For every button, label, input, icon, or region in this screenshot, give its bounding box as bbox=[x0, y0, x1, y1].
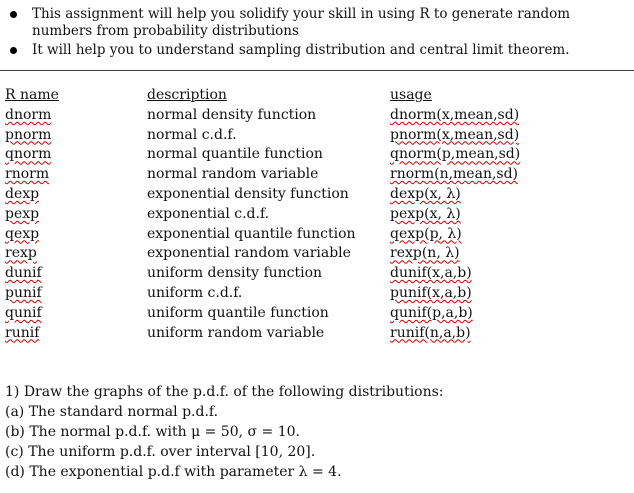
bullet-2-line-1: It will help you to understand sampling distribution and central limit theorem. bbox=[32, 42, 570, 58]
r-function-table-body bbox=[5, 86, 630, 343]
cell-rname: pnorm bbox=[5, 126, 52, 143]
table-row bbox=[5, 264, 630, 284]
cell-rname: pexp bbox=[5, 205, 40, 222]
header-description: description bbox=[147, 87, 227, 103]
bullet-1-line-1: This assignment will help you solidify your skill in using R to generate random bbox=[32, 6, 571, 22]
cell-usage: rnorm(n,mean,sd) bbox=[390, 166, 519, 183]
table-row bbox=[5, 304, 630, 324]
cell-description: exponential quantile function bbox=[147, 225, 356, 242]
table-row bbox=[5, 225, 630, 245]
cell-usage: dunif(x,a,b) bbox=[390, 265, 472, 282]
cell-description: normal random variable bbox=[147, 166, 319, 183]
cell-usage: qunif(p,a,b) bbox=[390, 304, 473, 321]
cell-description: uniform density function bbox=[147, 265, 323, 282]
cell-description: normal c.d.f. bbox=[147, 126, 237, 143]
cell-rname: qnorm bbox=[5, 146, 52, 163]
cell-rname: rexp bbox=[5, 245, 37, 262]
table-row bbox=[5, 284, 630, 304]
cell-usage: pnorm(x,mean,sd) bbox=[390, 126, 520, 143]
cell-usage: runif(n,a,b) bbox=[390, 324, 471, 341]
question-item-d: (d) The exponential p.d.f with parameter λ = 4. bbox=[5, 464, 342, 480]
table-row bbox=[5, 165, 630, 185]
intro-bullets bbox=[6, 6, 630, 61]
bullet-item-2 bbox=[6, 42, 630, 59]
header-usage: usage bbox=[390, 87, 432, 103]
table-row bbox=[5, 244, 630, 264]
question-item-b: (b) The normal p.d.f. with μ = 50, σ = 10. bbox=[5, 424, 300, 440]
cell-description: normal density function bbox=[147, 106, 317, 123]
cell-rname: rnorm bbox=[5, 166, 50, 183]
bullet-dot-icon bbox=[10, 11, 17, 18]
cell-description: exponential density function bbox=[147, 185, 349, 202]
table-row bbox=[5, 324, 630, 344]
question-item-a: (a) The standard normal p.d.f. bbox=[5, 404, 219, 420]
cell-usage: qnorm(p,mean,sd) bbox=[390, 146, 521, 163]
table-header-row bbox=[5, 86, 630, 106]
cell-description: uniform random variable bbox=[147, 324, 325, 341]
question-block bbox=[5, 382, 444, 482]
header-rname: R name bbox=[5, 87, 59, 103]
cell-usage: dnorm(x,mean,sd) bbox=[390, 106, 520, 123]
cell-usage: dexp(x, λ) bbox=[390, 185, 461, 202]
cell-usage: qexp(p, λ) bbox=[390, 225, 462, 242]
horizontal-divider bbox=[0, 70, 634, 71]
cell-rname: qunif bbox=[5, 304, 42, 321]
cell-rname: dunif bbox=[5, 265, 42, 282]
table-row bbox=[5, 106, 630, 126]
cell-rname: punif bbox=[5, 284, 42, 301]
cell-rname: qexp bbox=[5, 225, 40, 242]
cell-usage: punif(x,a,b) bbox=[390, 284, 472, 301]
cell-description: normal quantile function bbox=[147, 146, 323, 163]
cell-rname: dexp bbox=[5, 185, 40, 202]
bullet-item-1 bbox=[6, 6, 630, 40]
table-row bbox=[5, 185, 630, 205]
bullet-1-line-2: numbers from probability distributions bbox=[32, 23, 299, 39]
cell-usage: rexp(n, λ) bbox=[390, 245, 460, 262]
cell-description: uniform quantile function bbox=[147, 304, 329, 321]
cell-rname: dnorm bbox=[5, 106, 52, 123]
question-item-c: (c) The uniform p.d.f. over interval [10, 20]. bbox=[5, 444, 316, 460]
cell-description: exponential c.d.f. bbox=[147, 205, 270, 222]
cell-usage: pexp(x, λ) bbox=[390, 205, 461, 222]
cell-rname: runif bbox=[5, 324, 40, 341]
question-heading: 1) Draw the graphs of the p.d.f. of the following distributions: bbox=[5, 384, 444, 400]
cell-description: exponential random variable bbox=[147, 245, 351, 262]
table-row bbox=[5, 126, 630, 146]
r-function-table bbox=[5, 86, 630, 343]
table-row bbox=[5, 205, 630, 225]
bullet-dot-icon bbox=[10, 47, 17, 54]
table-row bbox=[5, 145, 630, 165]
cell-description: uniform c.d.f. bbox=[147, 284, 243, 301]
